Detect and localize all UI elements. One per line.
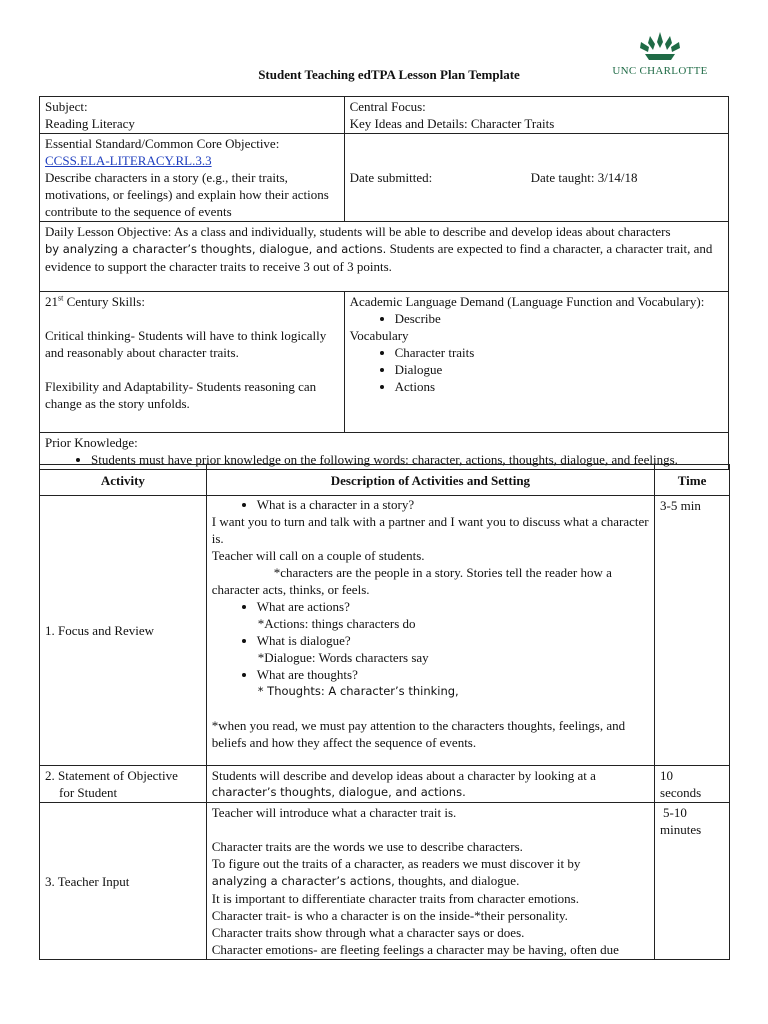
daily-objective-text-2: by analyzing a character’s thoughts, dialogue, and actions. bbox=[45, 242, 387, 256]
subject-row bbox=[40, 97, 729, 134]
list-item: • Dialogue bbox=[395, 361, 723, 378]
input-line: Character emotions- are fleeting feelings a character may be having, often due bbox=[211, 942, 619, 957]
crown-leaf-icon bbox=[605, 30, 715, 64]
skills-label bbox=[45, 293, 339, 310]
description-header: Description of Activities and Setting bbox=[206, 465, 654, 496]
list-item: • Character traits bbox=[395, 344, 723, 361]
focus-list-1 bbox=[212, 496, 649, 513]
objective-time-line: 10 bbox=[660, 768, 674, 783]
daily-objective-cell bbox=[40, 222, 729, 292]
focus-line: I want you to turn and talk with a partner and I want you to discuss what a character is. bbox=[211, 514, 649, 546]
subject-value: Reading Literacy bbox=[45, 116, 135, 131]
objective-line: character’s thoughts, dialogue, and actions. bbox=[211, 785, 466, 799]
teacher-input-time bbox=[655, 803, 730, 960]
document-title: Student Teaching edTPA Lesson Plan Template bbox=[258, 67, 520, 82]
focus-line: *when you read, we must pay attention to the characters thoughts, feelings, and beliefs and how they affect the sequence of events. bbox=[211, 718, 626, 750]
list-item: • What is a character in a story? bbox=[257, 496, 649, 513]
focus-line: character acts, thinks, or feels. bbox=[211, 582, 370, 597]
central-focus-label: Central Focus: bbox=[349, 99, 426, 114]
list-item: • Actions bbox=[395, 378, 723, 395]
input-line: It is important to differentiate character traits from character emotions. bbox=[211, 891, 579, 906]
objective-time-line: seconds bbox=[660, 785, 702, 800]
critical-thinking-text: Critical thinking- Students will have to think logically and reasonably about character traits. bbox=[45, 328, 327, 360]
teacher-input-description bbox=[206, 803, 654, 960]
flexibility-text: Flexibility and Adaptability- Students reasoning can change as the story unfolds. bbox=[45, 379, 317, 411]
teacher-input-activity: 3. Teacher Input bbox=[40, 803, 207, 960]
subject-cell bbox=[40, 97, 345, 134]
academic-language-cell bbox=[344, 292, 728, 433]
skills-label-text: Century Skills: bbox=[63, 294, 145, 309]
activities-table bbox=[39, 464, 730, 960]
input-line-part: analyzing a character’s actions, bbox=[211, 874, 395, 888]
input-time-line: minutes bbox=[660, 822, 702, 837]
dates-cell bbox=[344, 134, 728, 222]
focus-answer: *Dialogue: Words characters say bbox=[257, 650, 429, 665]
focus-answer: *Actions: things characters do bbox=[257, 616, 416, 631]
input-time-line: 5-10 bbox=[663, 805, 687, 820]
time-header: Time bbox=[655, 465, 730, 496]
objective-row bbox=[40, 766, 730, 803]
skills-row bbox=[40, 292, 729, 433]
focus-review-row bbox=[40, 496, 730, 766]
daily-objective-text-3: Students are expected to find a character, a character trait, and evidence to support the character traits to receive 3 out of 3 points. bbox=[45, 241, 713, 274]
objective-time bbox=[655, 766, 730, 803]
focus-line: Teacher will call on a couple of students. bbox=[211, 548, 425, 563]
input-line: Character traits show through what a character says or does. bbox=[211, 925, 525, 940]
logo-wordmark: UNC CHARLOTTE bbox=[612, 65, 708, 77]
daily-objective-text: Daily Lesson Objective: As a class and individually, students will be able to describe and develop ideas about characters bbox=[45, 224, 671, 239]
input-line: Teacher will introduce what a character trait is. bbox=[211, 805, 457, 820]
focus-answer: * Thoughts: A character’s thinking, bbox=[257, 684, 459, 698]
focus-list-4 bbox=[212, 666, 649, 683]
objective-line: Students will describe and develop ideas about a character by looking at a bbox=[211, 768, 596, 783]
activities-header-row bbox=[40, 465, 730, 496]
standard-text: Describe characters in a story (e.g., their traits, motivations, or feelings) and explain how their actions contribute to the sequence of events bbox=[45, 170, 329, 219]
date-submitted: Date submitted: bbox=[349, 170, 433, 185]
input-line bbox=[212, 872, 649, 890]
focus-review-description bbox=[206, 496, 654, 766]
focus-list-2 bbox=[212, 598, 649, 615]
daily-objective-row bbox=[40, 222, 729, 292]
objective-activity-line: 2. Statement of Objective bbox=[45, 768, 178, 783]
focus-review-time: 3-5 min bbox=[655, 496, 730, 766]
objective-activity bbox=[40, 766, 207, 803]
list-item: • Students must have prior knowledge on the following words: character, actions, thoughts, dialogue, and feelings. bbox=[91, 451, 723, 468]
objective-description bbox=[206, 766, 654, 803]
standard-link[interactable]: CCSS.ELA-LITERACY.RL.3.3 bbox=[45, 153, 212, 168]
date-taught: Date taught: 3/14/18 bbox=[530, 170, 638, 185]
focus-list-3 bbox=[212, 632, 649, 649]
list-item: • Describe bbox=[395, 310, 723, 327]
prior-knowledge-label: Prior Knowledge: bbox=[45, 435, 138, 450]
list-item: • What is dialogue? bbox=[257, 632, 649, 649]
central-focus-cell bbox=[344, 97, 728, 134]
list-item: • What are actions? bbox=[257, 598, 649, 615]
academic-language-label: Academic Language Demand (Language Function and Vocabulary): bbox=[349, 294, 705, 309]
input-line: Character traits are the words we use to describe characters. bbox=[211, 839, 523, 854]
activity-header: Activity bbox=[40, 465, 207, 496]
input-line: Character trait- is who a character is on the inside-*their personality. bbox=[211, 908, 568, 923]
standard-cell bbox=[40, 134, 345, 222]
input-line-part: thoughts, and dialogue. bbox=[394, 873, 520, 888]
standard-row bbox=[40, 134, 729, 222]
teacher-input-row bbox=[40, 803, 730, 960]
function-list bbox=[350, 310, 723, 327]
input-line: To figure out the traits of a character, as readers we must discover it by bbox=[211, 856, 581, 871]
subject-label: Subject: bbox=[45, 99, 88, 114]
skills-label-sup: st bbox=[58, 293, 64, 303]
lesson-info-table bbox=[39, 96, 729, 470]
standard-label: Essential Standard/Common Core Objective: bbox=[45, 136, 280, 151]
skills-cell bbox=[40, 292, 345, 433]
list-item: • What are thoughts? bbox=[257, 666, 649, 683]
focus-review-activity: 1. Focus and Review bbox=[40, 496, 207, 766]
skills-label-num: 21 bbox=[45, 294, 58, 309]
central-focus-value: Key Ideas and Details: Character Traits bbox=[349, 116, 555, 131]
vocabulary-label: Vocabulary bbox=[349, 328, 409, 343]
objective-activity-line: for Student bbox=[59, 785, 118, 800]
vocabulary-list bbox=[350, 344, 723, 395]
focus-line: *characters are the people in a story. Stories tell the reader how a bbox=[273, 565, 612, 580]
